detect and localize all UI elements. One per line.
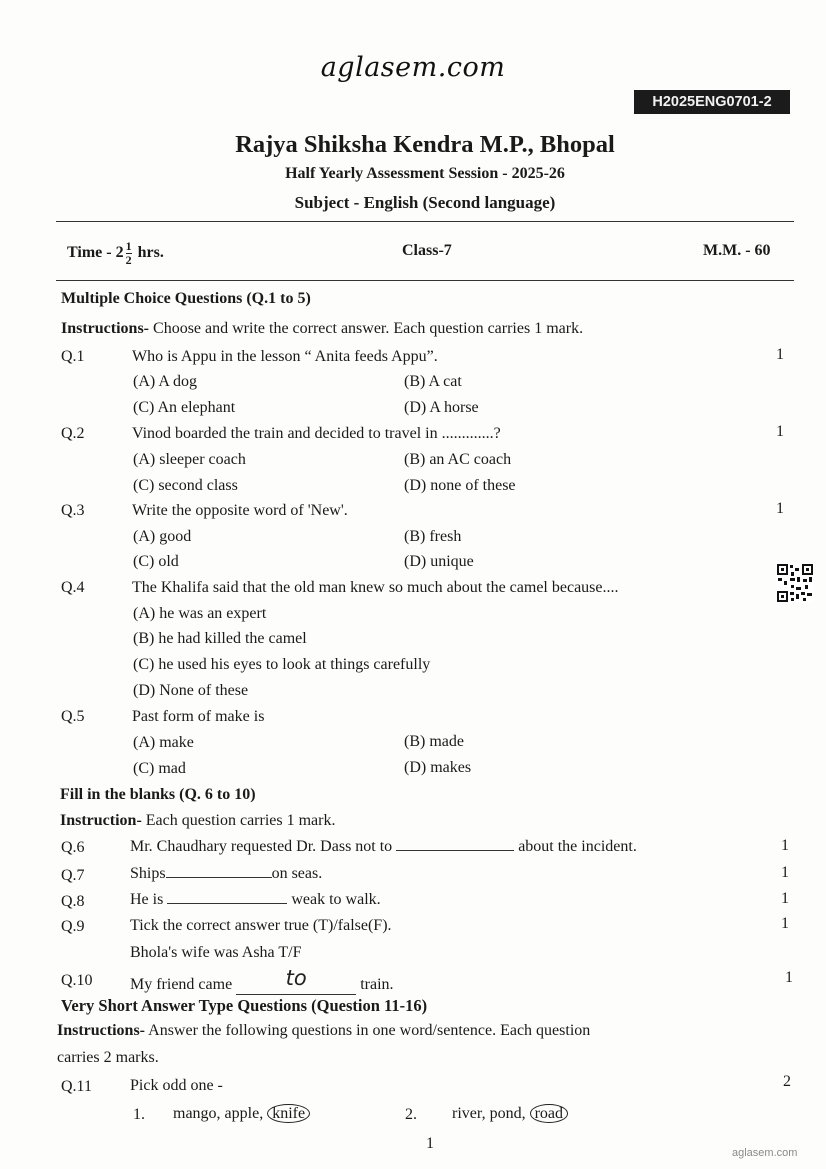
section1-instructions bbox=[61, 320, 583, 338]
section3-heading: Very Short Answer Type Questions (Question 11-16) bbox=[61, 996, 428, 1015]
option: (A) A dog bbox=[133, 373, 197, 390]
blank-text-after: about the incident. bbox=[518, 838, 637, 855]
instructions-text: Answer the following questions in one word/sentence. Each question bbox=[145, 1022, 591, 1039]
answer-blank bbox=[166, 877, 272, 878]
question-marks: 1 bbox=[776, 423, 784, 440]
paper-code-badge: H2025ENG0701-2 bbox=[634, 90, 790, 114]
handwritten-answer: to bbox=[285, 966, 307, 990]
option: (D) none of these bbox=[404, 477, 516, 494]
page-title: Rajya Shiksha Kendra M.P., Bhopal bbox=[235, 131, 615, 158]
question-text: Pick odd one - bbox=[130, 1077, 223, 1094]
question-number: Q.11 bbox=[61, 1078, 92, 1095]
divider-top bbox=[56, 221, 794, 222]
blank-text-before: He is bbox=[130, 891, 164, 908]
list-item bbox=[452, 1105, 568, 1123]
blank-text-before: My friend came bbox=[130, 976, 233, 993]
question-marks: 1 bbox=[776, 500, 784, 517]
answer-blank bbox=[236, 966, 356, 995]
question-text: Write the opposite word of 'New'. bbox=[132, 502, 348, 519]
watermark-text: aglasem.com bbox=[320, 52, 506, 83]
question-marks: 2 bbox=[783, 1073, 791, 1090]
question-text: The Khalifa said that the old man knew so much about the camel because.... bbox=[132, 579, 619, 596]
question-number: Q.2 bbox=[61, 425, 85, 442]
question-number: Q.1 bbox=[61, 348, 85, 365]
time-field bbox=[67, 240, 164, 267]
question-text bbox=[130, 966, 394, 995]
section3-instructions bbox=[57, 1022, 590, 1040]
blank-text-before: Mr. Chaudhary requested Dr. Dass not to bbox=[130, 838, 393, 855]
option: (A) good bbox=[133, 528, 192, 545]
subject-line: Subject - English (Second language) bbox=[294, 193, 556, 212]
option: (A) he was an expert bbox=[133, 605, 267, 622]
question-text: Past form of make is bbox=[132, 708, 265, 725]
list-item-text: river, pond, bbox=[452, 1105, 530, 1122]
list-item-text: mango, apple, bbox=[173, 1105, 268, 1122]
time-label: Time - 2 bbox=[67, 244, 124, 262]
instructions-label: Instructions- bbox=[61, 320, 150, 337]
footer-watermark: aglasem.com bbox=[732, 1147, 798, 1159]
question-text: Vinod boarded the train and decided to travel in .............? bbox=[132, 425, 501, 442]
question-marks: 1 bbox=[781, 837, 789, 854]
max-marks: M.M. - 60 bbox=[703, 242, 771, 259]
question-number: Q.5 bbox=[61, 708, 85, 725]
question-number: Q.6 bbox=[61, 839, 85, 856]
question-number: Q.9 bbox=[61, 918, 85, 935]
page-number: 1 bbox=[426, 1135, 434, 1152]
blank-text-after: train. bbox=[360, 976, 394, 993]
question-text bbox=[130, 838, 637, 856]
instructions-label: Instruction- bbox=[60, 812, 142, 829]
option: (D) unique bbox=[404, 553, 474, 570]
instructions-text: Each question carries 1 mark. bbox=[141, 812, 336, 829]
option: (B) fresh bbox=[404, 528, 462, 545]
time-fraction bbox=[126, 240, 132, 267]
blank-text-after: on seas. bbox=[271, 865, 323, 882]
option: (A) sleeper coach bbox=[133, 451, 246, 468]
option: (C) An elephant bbox=[133, 399, 236, 416]
question-subtext: Bhola's wife was Asha T/F bbox=[130, 944, 302, 961]
section2-heading: Fill in the blanks (Q. 6 to 10) bbox=[60, 786, 256, 803]
question-number: Q.3 bbox=[61, 502, 85, 519]
option: (C) he used his eyes to look at things carefully bbox=[133, 656, 431, 673]
option: (B) made bbox=[404, 733, 464, 750]
circled-answer: knife bbox=[267, 1104, 310, 1123]
option: (B) an AC coach bbox=[404, 451, 512, 468]
answer-blank bbox=[396, 850, 514, 851]
list-item-number: 2. bbox=[405, 1106, 417, 1123]
question-marks: 1 bbox=[781, 864, 789, 881]
qr-code-icon bbox=[776, 563, 814, 603]
question-number: Q.4 bbox=[61, 579, 85, 596]
section3-instructions-cont: carries 2 marks. bbox=[57, 1049, 159, 1066]
question-text bbox=[130, 891, 381, 909]
answer-blank bbox=[167, 903, 287, 904]
class-label: Class-7 bbox=[402, 242, 452, 259]
blank-text-after: weak to walk. bbox=[291, 891, 381, 908]
circled-answer: road bbox=[530, 1104, 568, 1123]
question-number: Q.10 bbox=[61, 972, 93, 989]
question-marks: 1 bbox=[781, 890, 789, 907]
section2-instructions bbox=[60, 812, 335, 830]
instructions-label: Instructions- bbox=[57, 1022, 146, 1039]
question-marks: 1 bbox=[785, 969, 793, 986]
option: (C) old bbox=[133, 553, 179, 570]
question-text bbox=[130, 865, 322, 883]
question-text: Tick the correct answer true (T)/false(F). bbox=[130, 917, 392, 934]
option: (B) A cat bbox=[404, 373, 462, 390]
list-item bbox=[173, 1105, 310, 1123]
option: (C) second class bbox=[133, 477, 238, 494]
question-marks: 1 bbox=[776, 346, 784, 363]
question-number: Q.7 bbox=[61, 867, 85, 884]
option: (A) make bbox=[133, 734, 194, 751]
list-item-number: 1. bbox=[133, 1106, 145, 1123]
instructions-text: Choose and write the correct answer. Each question carries 1 mark. bbox=[149, 320, 584, 337]
question-number: Q.8 bbox=[61, 893, 85, 910]
blank-text-before: Ships bbox=[130, 865, 166, 882]
question-text: Who is Appu in the lesson “ Anita feeds Appu”. bbox=[132, 348, 438, 365]
option: (B) he had killed the camel bbox=[133, 630, 307, 647]
time-unit: hrs. bbox=[137, 244, 164, 262]
option: (C) mad bbox=[133, 760, 186, 777]
option: (D) makes bbox=[404, 759, 472, 776]
fraction-numerator: 1 bbox=[125, 239, 132, 253]
fraction-denominator: 2 bbox=[125, 253, 132, 267]
section1-heading: Multiple Choice Questions (Q.1 to 5) bbox=[61, 290, 311, 307]
option: (D) A horse bbox=[404, 399, 479, 416]
question-marks: 1 bbox=[781, 915, 789, 932]
divider-bottom bbox=[56, 280, 794, 281]
session-line: Half Yearly Assessment Session - 2025-26 bbox=[285, 165, 565, 182]
option: (D) None of these bbox=[133, 682, 249, 699]
